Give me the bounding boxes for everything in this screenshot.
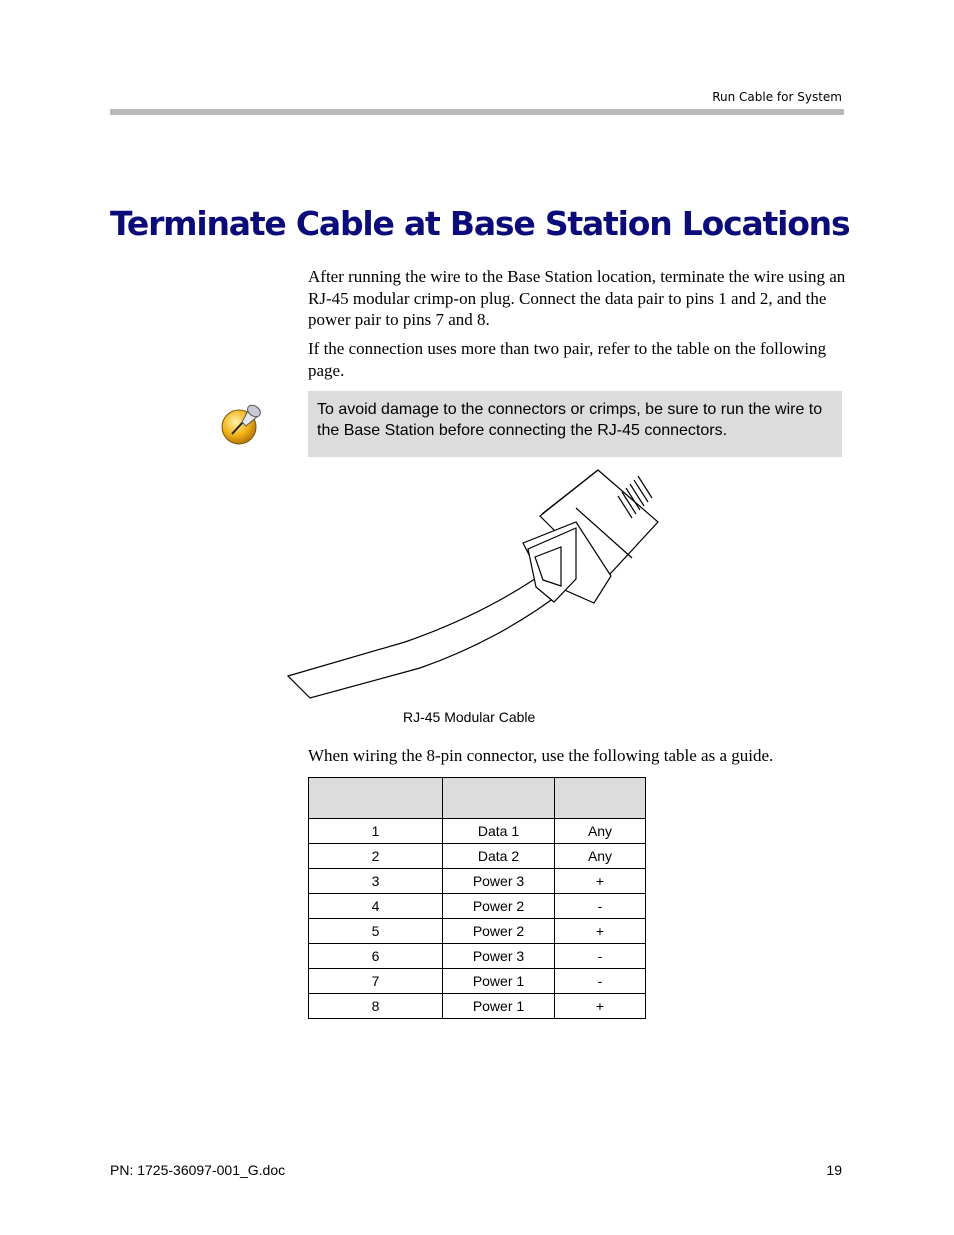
polarity-cell: - <box>555 894 646 919</box>
header-rule <box>110 109 844 115</box>
table-row <box>309 844 646 869</box>
table-header-cell <box>443 778 555 819</box>
polarity-cell: Any <box>555 844 646 869</box>
pin-cell: 4 <box>309 894 443 919</box>
polarity-cell: + <box>555 919 646 944</box>
reference-paragraph: If the connection uses more than two pair, refer to the table on the following page. <box>308 339 827 380</box>
table-row <box>309 944 646 969</box>
pin-cell: 2 <box>309 844 443 869</box>
pin-wiring-table <box>308 777 646 1019</box>
pin-cell: 3 <box>309 869 443 894</box>
rj45-cable-illustration <box>280 462 670 704</box>
pushpin-note-icon <box>218 400 266 448</box>
footer-page-number: 19 <box>826 1162 842 1178</box>
table-row <box>309 894 646 919</box>
signal-cell: Data 2 <box>443 844 555 869</box>
table-intro: When wiring the 8-pin connector, use the following table as a guide. <box>308 746 774 765</box>
pin-cell: 7 <box>309 969 443 994</box>
signal-cell: Power 1 <box>443 994 555 1019</box>
table-row <box>309 969 646 994</box>
intro-paragraph: After running the wire to the Base Station location, terminate the wire using an RJ-45 modular crimp-on plug. Connect the data pair to pins 1 and 2, and the power pair to pins 7 and 8. <box>308 267 846 329</box>
footer-part-number: PN: 1725-36097-001_G.doc <box>110 1162 286 1178</box>
pin-cell: 6 <box>309 944 443 969</box>
polarity-cell: - <box>555 969 646 994</box>
polarity-cell: + <box>555 994 646 1019</box>
table-row <box>309 919 646 944</box>
note-box <box>308 391 842 457</box>
note-text: To avoid damage to the connectors or crimps, be sure to run the wire to the Base Station before connecting the RJ-45 connectors. <box>317 401 823 439</box>
polarity-cell: - <box>555 944 646 969</box>
table-header-cell <box>309 778 443 819</box>
polarity-cell: + <box>555 869 646 894</box>
signal-cell: Power 2 <box>443 894 555 919</box>
signal-cell: Power 3 <box>443 869 555 894</box>
pin-cell: 1 <box>309 819 443 844</box>
figure-caption: RJ-45 Modular Cable <box>403 709 536 725</box>
table-row <box>309 869 646 894</box>
table-row <box>309 994 646 1019</box>
running-header: Run Cable for System <box>712 90 842 104</box>
table-header-row <box>309 778 646 819</box>
pin-cell: 8 <box>309 994 443 1019</box>
signal-cell: Power 3 <box>443 944 555 969</box>
page-title: Terminate Cable at Base Station Locations <box>110 204 850 243</box>
signal-cell: Data 1 <box>443 819 555 844</box>
table-row <box>309 819 646 844</box>
signal-cell: Power 1 <box>443 969 555 994</box>
signal-cell: Power 2 <box>443 919 555 944</box>
table-header-cell <box>555 778 646 819</box>
pin-cell: 5 <box>309 919 443 944</box>
polarity-cell: Any <box>555 819 646 844</box>
